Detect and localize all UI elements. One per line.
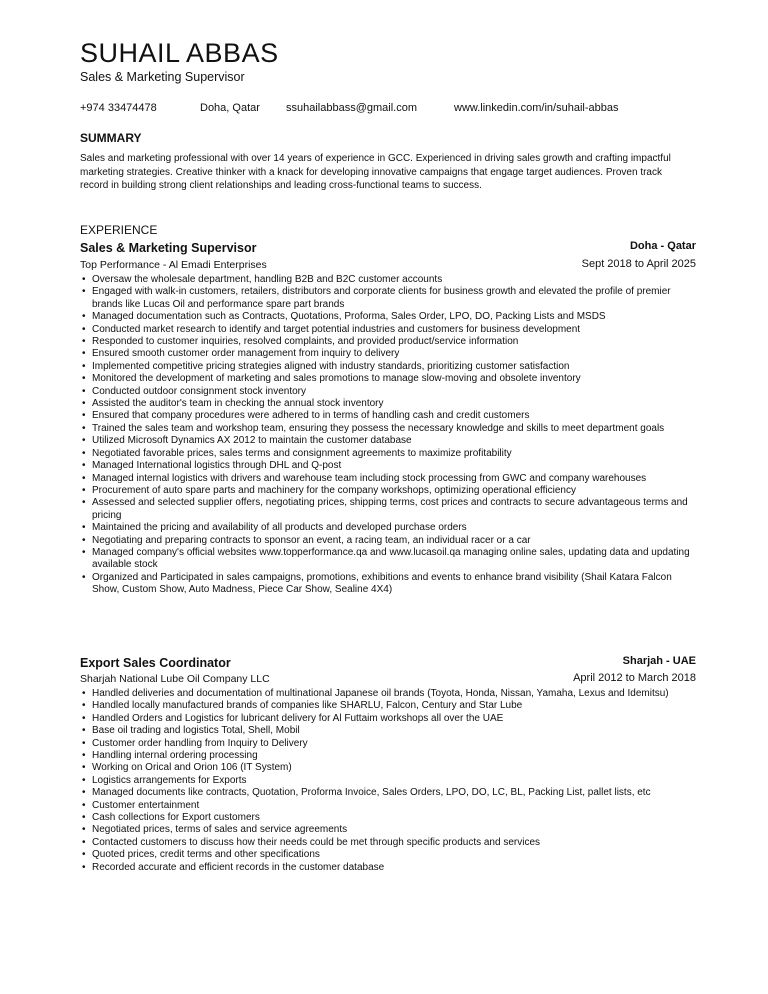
duty-item: • Negotiated favorable prices, sales terms and consignment agreements to maximize profitability <box>80 448 696 460</box>
duty-item: • Cash collections for Export customers <box>80 812 696 824</box>
duty-item: • Maintained the pricing and availability of all products and developed purchase orders <box>80 522 696 534</box>
duty-item: • Managed internal logistics with drivers and warehouse team including stock processing from GWC and company warehouses <box>80 473 696 485</box>
job-location: Doha - Qatar <box>629 240 696 252</box>
duty-item: • Managed International logistics through DHL and Q-post <box>80 460 696 472</box>
job-location: Sharjah - UAE <box>622 655 696 667</box>
duty-item: • Recorded accurate and efficient records in the customer database <box>80 862 696 874</box>
duty-item: • Organized and Participated in sales campaigns, promotions, exhibitions and events to enhance brand visibility (Shail Katara Falcon Show, Custom Show, Auto Madness, Piece Car Show, Sealine 4X4) <box>80 572 696 597</box>
job-title: Export Sales Coordinator <box>80 656 231 670</box>
duty-item: • Ensured that company procedures were adhered to in terms of handling cash and credit customers <box>80 410 696 422</box>
candidate-title: Sales & Marketing Supervisor <box>80 70 245 84</box>
duty-item: • Engaged with walk-in customers, retailers, distributors and corporate clients for business growth and elevated the profile of premier brands like Lucas Oil and performance spare part brands <box>80 286 696 311</box>
duty-item: • Working on Orical and Orion 106 (IT System) <box>80 762 696 774</box>
duty-item: • Assisted the auditor's team in checking the annual stock inventory <box>80 398 696 410</box>
duty-item: • Base oil trading and logistics Total, Shell, Mobil <box>80 725 696 737</box>
duty-item: • Managed documentation such as Contracts, Quotations, Proforma, Sales Order, LPO, DO, Packing Lists and MSDS <box>80 311 696 323</box>
candidate-name: SUHAIL ABBAS <box>80 38 279 68</box>
job-duties-list <box>80 274 696 597</box>
duty-item: • Conducted outdoor consignment stock inventory <box>80 386 696 398</box>
duty-item: • Managed documents like contracts, Quotation, Proforma Invoice, Sales Orders, LPO, DO, LC, BL, Packing List, pallet lists, etc <box>80 787 696 799</box>
company-name: Sharjah National Lube Oil Company LLC <box>80 673 270 685</box>
summary-heading: SUMMARY <box>80 131 142 145</box>
duty-item: • Negotiated prices, terms of sales and service agreements <box>80 824 696 836</box>
linkedin-link[interactable]: www.linkedin.com/in/suhail-abbas <box>454 102 619 114</box>
duty-item: • Contacted customers to discuss how their needs could be met through specific products and services <box>80 837 696 849</box>
duty-item: • Oversaw the wholesale department, handling B2B and B2C customer accounts <box>80 274 696 286</box>
location: Doha, Qatar <box>200 102 260 114</box>
duty-item: • Monitored the development of marketing and sales promotions to manage slow-moving and obsolete inventory <box>80 373 696 385</box>
job-title: Sales & Marketing Supervisor <box>80 241 257 255</box>
duty-item: • Managed company's official websites www.topperformance.qa and www.lucasoil.qa managing online sales, updating data and updating available stock <box>80 547 696 572</box>
duty-item: • Conducted market research to identify and target potential industries and customers for business development <box>80 324 696 336</box>
duty-item: • Ensured smooth customer order management from inquiry to delivery <box>80 348 696 360</box>
duty-item: • Trained the sales team and workshop team, ensuring they possess the necessary knowledge and skills to meet department goals <box>80 423 696 435</box>
job-dates: Sept 2018 to April 2025 <box>581 258 696 270</box>
duty-item: • Procurement of auto spare parts and machinery for the company workshops, optimizing operational efficiency <box>80 485 696 497</box>
duty-item: • Logistics arrangements for Exports <box>80 775 696 787</box>
duty-item: • Customer entertainment <box>80 800 696 812</box>
email-address[interactable]: ssuhailabbass@gmail.com <box>286 102 418 114</box>
duty-item: • Responded to customer inquiries, resolved complaints, and provided product/service information <box>80 336 696 348</box>
job-dates: April 2012 to March 2018 <box>573 672 696 684</box>
duty-item: • Quoted prices, credit terms and other specifications <box>80 849 696 861</box>
duty-item: • Implemented competitive pricing strategies aligned with industry standards, prioritizing customer satisfaction <box>80 361 696 373</box>
summary-text: Sales and marketing professional with over 14 years of experience in GCC. Experienced in driving sales growth and crafting impactful marketing strategies. Creative thinker with a knack for developing innovative campaigns that engage target audiences. Proven track record in building strong client relationships and leading cross-functional teams to success. <box>80 153 671 191</box>
phone-number: +974 33474478 <box>80 102 157 114</box>
duty-item: • Assessed and selected supplier offers, negotiating prices, shipping terms, cost prices and contracts to secure advantageous terms and pricing <box>80 497 696 522</box>
duty-item: • Handled Orders and Logistics for lubricant delivery for Al Futtaim workshops all over the UAE <box>80 713 696 725</box>
duty-item: • Customer order handling from Inquiry to Delivery <box>80 738 696 750</box>
experience-heading: EXPERIENCE <box>80 223 158 237</box>
duty-item: • Utilized Microsoft Dynamics AX 2012 to maintain the customer database <box>80 435 696 447</box>
duty-item: • Handling internal ordering processing <box>80 750 696 762</box>
company-name: Top Performance - Al Emadi Enterprises <box>80 259 267 271</box>
duty-item: • Handled deliveries and documentation of multinational Japanese oil brands (Toyota, Honda, Nissan, Yamaha, Lexus and Idemitsu) <box>80 688 696 700</box>
duty-item: • Negotiating and preparing contracts to sponsor an event, a racing team, an individual racer or a car <box>80 535 696 547</box>
job-duties-list <box>80 688 696 874</box>
duty-item: • Handled locally manufactured brands of companies like SHARLU, Falcon, Century and Star Lube <box>80 700 696 712</box>
